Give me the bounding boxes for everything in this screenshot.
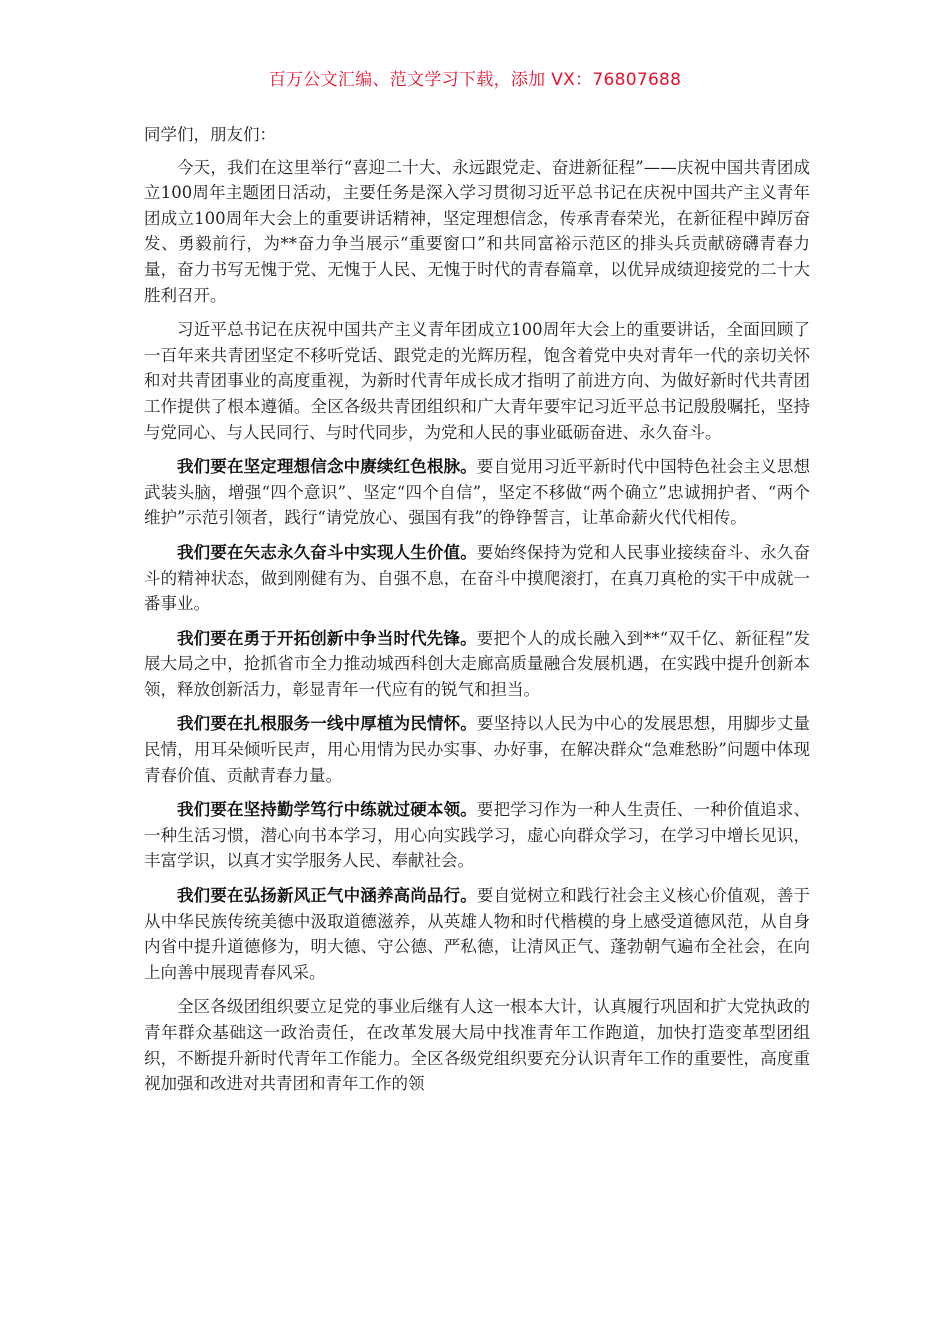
section-text: 要自觉用习近平新时代中国特色社会主义思想武装头脑，增强“四个意识”、坚定“四个自信”，坚定不移做“两个确立”忠诚拥护者、“两个维护”示范引领者，践行“请党放心、强国有我”的铮铮誓言，让革命薪火代代相传。 — [144, 457, 811, 528]
section-paragraph — [144, 711, 810, 788]
section-paragraph — [144, 540, 810, 617]
greeting: 同学们，朋友们： — [144, 125, 276, 144]
section-paragraph — [144, 797, 810, 874]
section-text: 要把个人的成长融入到**“双千亿、新征程”发展大局之中，抢抓省市全力推动城西科创大走廊高质量融合发展机遇，在实践中提升创新本领，释放创新活力，彰显青年一代应有的锐气和担当。 — [144, 628, 811, 699]
page-header-banner: 百万公文汇编、范文学习下载，添加 VX：76807688 — [268, 70, 682, 90]
section-lead: 我们要在勇于开拓创新中争当时代先锋。 — [177, 628, 477, 648]
section-paragraph — [144, 454, 810, 531]
paragraph-speech-summary: 习近平总书记在庆祝中国共产主义青年团成立100周年大会上的重要讲话，全面回顾了一百年来共青团坚定不移听党话、跟党走的光辉历程，饱含着党中央对青年一代的亲切关怀和对共青团事业的高度重视，为新时代青年成长成才指明了前进方向、为做好新时代共青团工作提供了根本遵循。全区各级共青团组织和广大青年要牢记习近平总书记殷殷嘱托，坚持与党同心、与人民同行、与时代同步，为党和人民的事业砥砺奋进、永久奋斗。 — [144, 320, 810, 442]
paragraph-closing: 全区各级团组织要立足党的事业后继有人这一根本大计，认真履行巩固和扩大党执政的青年群众基础这一政治责任，在改革发展大局中找准青年工作跑道，加快打造变革型团组织，不断提升新时代青年工作能力。全区各级党组织要充分认识青年工作的重要性，高度重视加强和改进对共青团和青年工作的领 — [144, 997, 810, 1094]
paragraph-intro: 今天，我们在这里举行“喜迎二十大、永远跟党走、奋进新征程”——庆祝中国共青团成立100周年主题团日活动，主要任务是深入学习贯彻习近平总书记在庆祝中国共产主义青年团成立100周年大会上的重要讲话精神，坚定理想信念，传承青春荣光，在新征程中踔厉奋发、勇毅前行，为**奋力争当展示“重要窗口”和共同富裕示范区的排头兵贡献磅礴青春力量，奋力书写无愧于党、无愧于人民、无愧于时代的青春篇章，以优异成绩迎接党的二十大胜利召开。 — [144, 157, 810, 305]
section-paragraph — [144, 626, 810, 703]
section-lead: 我们要在扎根服务一线中厚植为民情怀。 — [177, 714, 477, 734]
section-lead: 我们要在坚持勤学笃行中练就过硬本领。 — [177, 800, 477, 820]
section-text: 要坚持以人民为中心的发展思想，用脚步丈量民情，用耳朵倾听民声，用心用情为民办实事、办好事，在解决群众“急难愁盼”问题中体现青春价值、贡献青春力量。 — [144, 714, 811, 785]
section-paragraph — [144, 883, 810, 985]
document-body — [144, 122, 810, 1106]
section-text: 要始终保持为党和人民事业接续奋斗、永久奋斗的精神状态，做到刚健有为、自强不息，在奋斗中摸爬滚打，在真刀真枪的实干中成就一番事业。 — [144, 542, 811, 614]
section-lead: 我们要在矢志永久奋斗中实现人生价值。 — [177, 542, 477, 562]
section-text: 要把学习作为一种人生责任、一种价值追求、一种生活习惯，潜心向书本学习，用心向实践学习，虚心向群众学习，在学习中增长见识，丰富学识，以真才实学服务人民、奉献社会。 — [144, 800, 811, 871]
section-text: 要自觉树立和践行社会主义核心价值观，善于从中华民族传统美德中汲取道德滋养，从英雄人物和时代楷模的身上感受道德风范，从自身内省中提升道德修为，明大德、守公德、严私德，让清风正气、蓬勃朝气遍布全社会，在向上向善中展现青春风采。 — [144, 886, 811, 982]
section-lead: 我们要在坚定理想信念中赓续红色根脉。 — [177, 457, 477, 477]
section-lead: 我们要在弘扬新风正气中涵养高尚品行。 — [177, 886, 477, 906]
